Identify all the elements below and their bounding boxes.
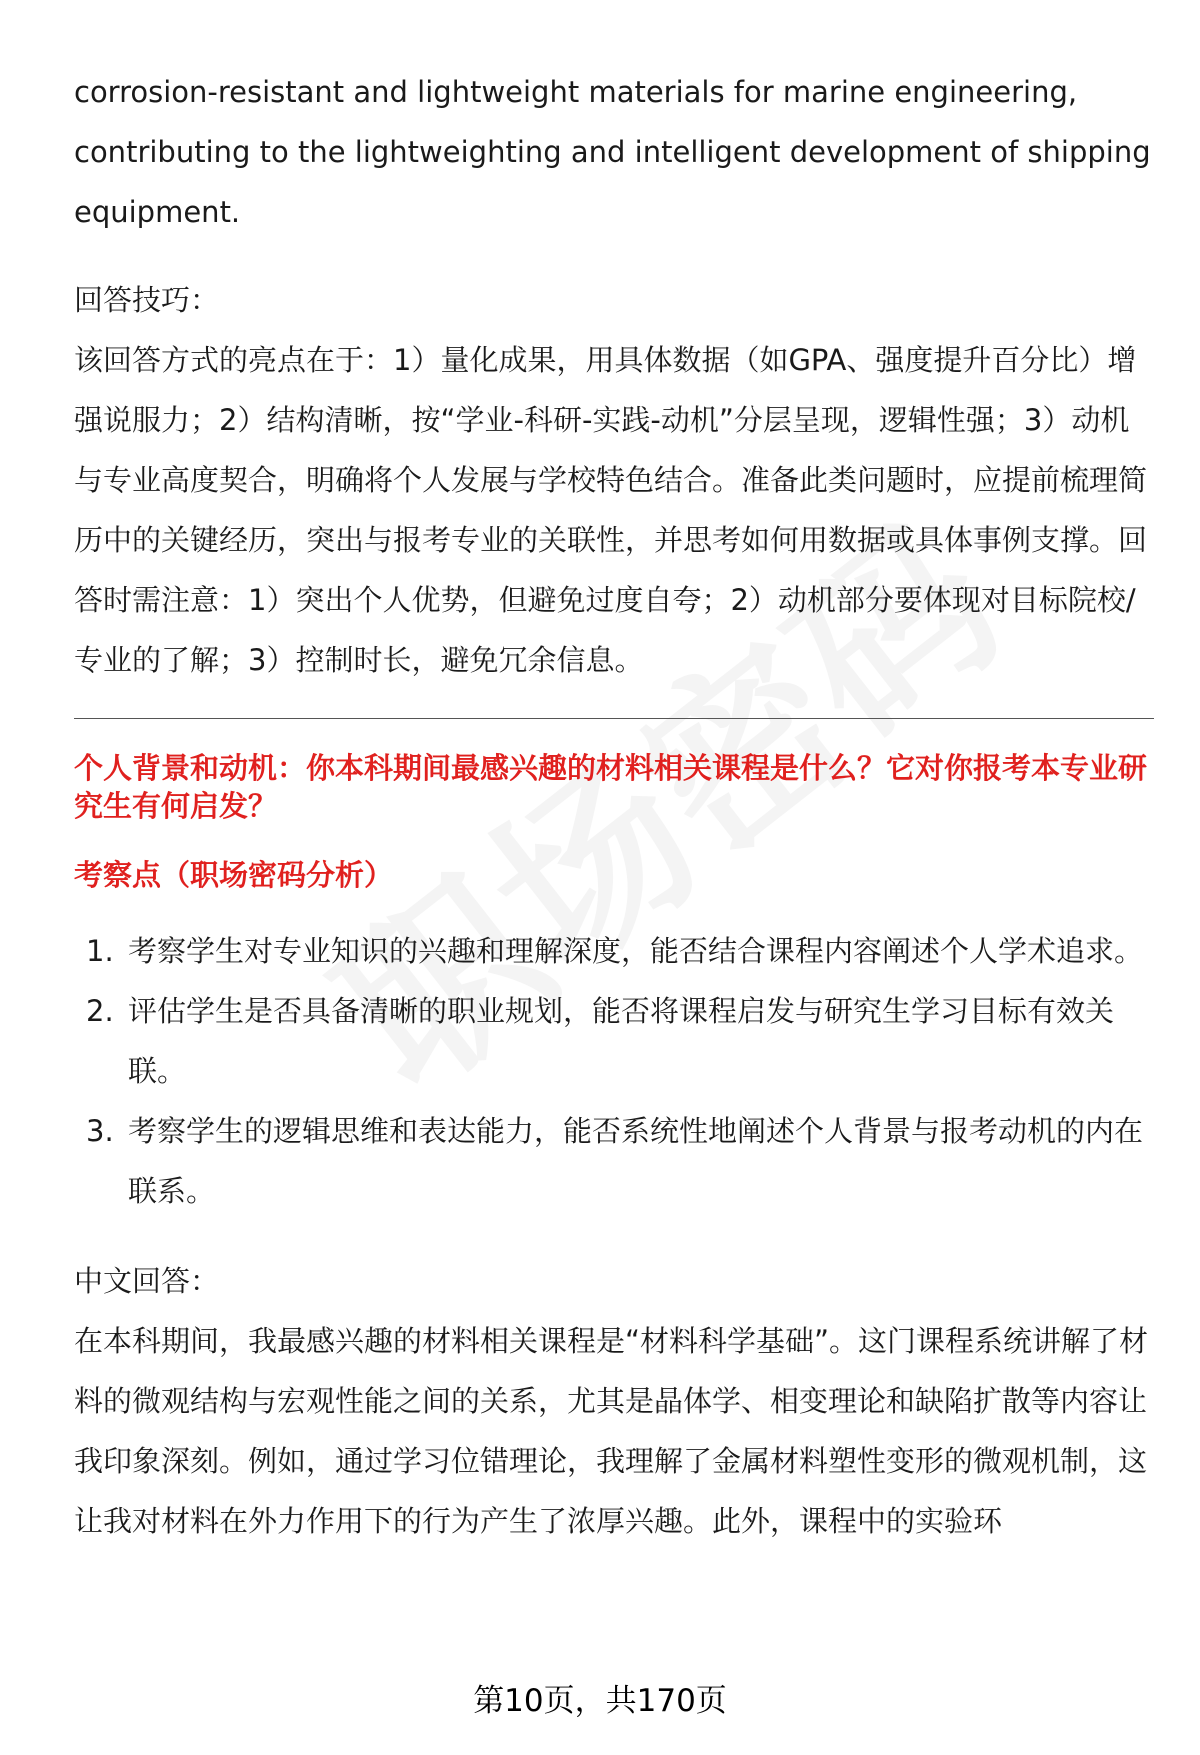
list-item xyxy=(74,1101,1154,1221)
intro-line: contributing to the lightweighting and intelligent development of shipping xyxy=(74,135,1151,169)
list-text: 考察学生对专业知识的兴趣和理解深度，能否结合课程内容阐述个人学术追求。 xyxy=(128,934,1144,968)
document-page xyxy=(74,62,1154,1551)
analysis-list xyxy=(74,921,1154,1221)
list-number: 3. xyxy=(86,1114,114,1148)
list-number: 1. xyxy=(86,934,114,968)
analysis-heading: 考察点（职场密码分析） xyxy=(74,858,394,892)
answer-paragraph: 在本科期间，我最感兴趣的材料相关课程是“材料科学基础”。这门课程系统讲解了材料的微观结构与宏观性能之间的关系，尤其是晶体学、相变理论和缺陷扩散等内容让我印象深刻。例如，通过学习位错理论，我理解了金属材料塑性变形的微观机制，这让我对材料在外力作用下的行为产生了浓厚兴趣。此外，课程中的实验环 xyxy=(74,1324,1149,1538)
list-item xyxy=(74,921,1154,981)
question-heading: 个人背景和动机：你本科期间最感兴趣的材料相关课程是什么？它对你报考本专业研究生有何启发？ xyxy=(74,751,1148,823)
tips-paragraph: 该回答方式的亮点在于：1）量化成果，用具体数据（如GPA、强度提升百分比）增强说服力；2）结构清晰，按“学业-科研-实践-动机”分层呈现，逻辑性强；3）动机与专业高度契合，明确将个人发展与学校特色结合。准备此类问题时，应提前梳理简历中的关键经历，突出与报考专业的关联性，并思考如何用数据或具体事例支撑。回答时需注意：1）突出个人优势，但避免过度自夸；2）动机部分要体现对目标院校/专业的了解；3）控制时长，避免冗余信息。 xyxy=(74,343,1148,677)
section-divider xyxy=(74,718,1154,719)
intro-line: equipment. xyxy=(74,195,241,229)
list-number: 2. xyxy=(86,994,114,1028)
list-item xyxy=(74,981,1154,1101)
tips-label: 回答技巧： xyxy=(74,283,220,317)
list-text: 评估学生是否具备清晰的职业规划，能否将课程启发与研究生学习目标有效关联。 xyxy=(128,994,1115,1088)
list-text: 考察学生的逻辑思维和表达能力，能否系统性地阐述个人背景与报考动机的内在联系。 xyxy=(128,1114,1144,1208)
intro-line: corrosion-resistant and lightweight materials for marine engineering, xyxy=(74,75,1078,109)
intro-paragraph xyxy=(74,62,1154,242)
answer-label: 中文回答： xyxy=(74,1264,220,1298)
page-number: 第10页，共170页 xyxy=(473,1683,727,1719)
